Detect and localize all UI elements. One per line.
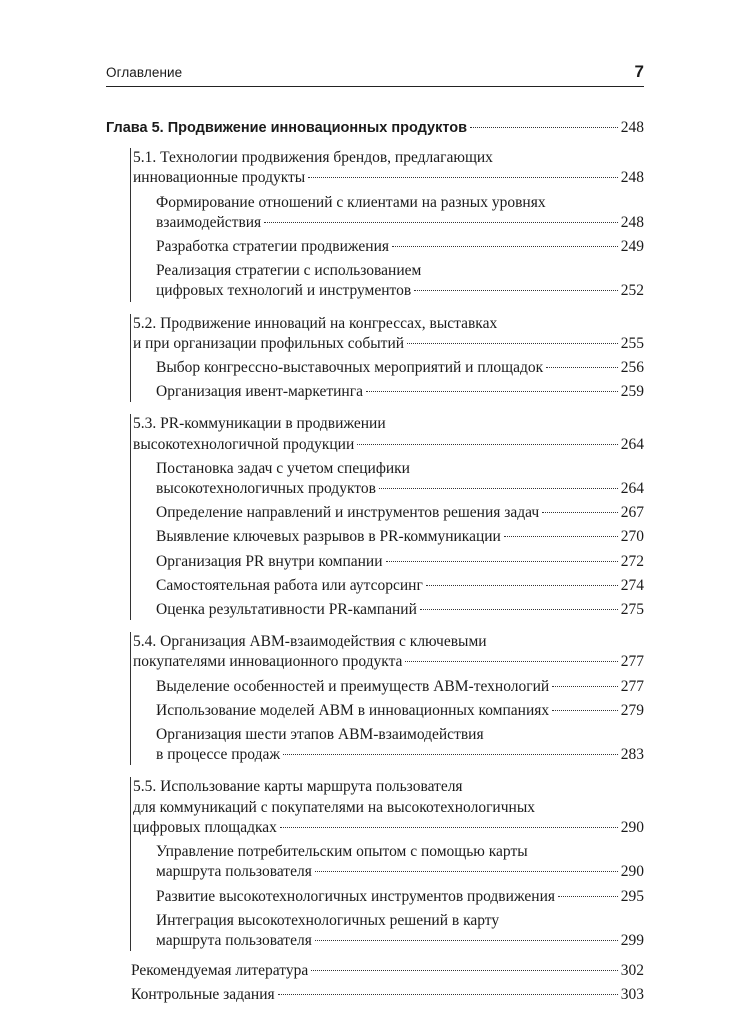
toc-subsection-entry-text-line: Интеграция высокотехнологичных решений в карту	[156, 911, 500, 929]
toc-subsection-entry[interactable]	[131, 503, 644, 523]
dot-leader	[546, 367, 618, 368]
running-head-title: Оглавление	[106, 65, 183, 80]
dot-leader	[357, 444, 618, 445]
toc-subsection-entry[interactable]	[131, 677, 644, 697]
toc-subsection-entry-text-line: Определение направлений и инструментов решения задач	[156, 504, 540, 522]
dot-leader	[542, 512, 618, 513]
toc-section-entry-page: 264	[620, 435, 644, 453]
toc-subsection-entry-text-line: Разработка стратегии продвижения	[156, 238, 390, 256]
toc-subsection-entry-page: 264	[620, 480, 644, 498]
dot-leader	[504, 536, 618, 537]
toc-section-entry-page: 277	[620, 653, 644, 671]
dot-leader	[379, 488, 618, 489]
dot-leader	[407, 343, 618, 344]
toc-subsection-entry-page: 259	[620, 383, 644, 401]
toc-backmatter-entry-page: 302	[620, 962, 644, 980]
toc-section-entry[interactable]	[132, 632, 644, 672]
toc-section-entry-page: 290	[620, 818, 644, 836]
toc-sections	[106, 148, 644, 951]
toc-backmatter-entry-page: 303	[620, 986, 644, 1004]
toc-subsection-entry-text-line: в процессе продаж	[156, 746, 281, 764]
toc-subsection-entry-text-line: Оценка результативности PR-кампаний	[156, 601, 417, 619]
dot-leader	[386, 561, 618, 562]
toc-subsection-entry[interactable]	[131, 459, 644, 499]
dot-leader	[552, 710, 618, 711]
toc-section-entry-text-line: 5.2. Продвижение инноваций на конгрессах, выставках	[133, 314, 498, 332]
chapter-title: Глава 5. Продвижение инновационных продуктов	[106, 120, 468, 136]
toc-section-entry-text-line: для коммуникаций с покупателями на высокотехнологичных	[133, 798, 535, 816]
toc-section-block	[130, 148, 644, 301]
toc-section-entry[interactable]	[132, 148, 644, 188]
toc-subsection-entry[interactable]	[131, 887, 644, 907]
toc-subsection-entry[interactable]	[131, 382, 644, 402]
dot-leader	[311, 970, 618, 971]
toc-subsection-entry[interactable]	[131, 358, 644, 378]
toc-subsection-entry-text-line: Организация ивент-маркетинга	[156, 383, 363, 401]
toc-backmatter-entry[interactable]	[130, 961, 644, 981]
toc-subsection-entry[interactable]	[131, 725, 644, 765]
toc-subsection-entry-page: 295	[620, 887, 644, 905]
dot-leader	[315, 940, 618, 941]
toc-section-block	[130, 777, 644, 951]
toc-section-entry-text-line: покупателями инновационного продукта	[133, 653, 403, 671]
toc-subsection-entry[interactable]	[131, 527, 644, 547]
dot-leader	[283, 754, 618, 755]
toc-section-entry-text-line: цифровых площадках	[133, 818, 277, 836]
toc-section-entry-page: 255	[620, 334, 644, 352]
toc-subsection-entry-text-line: Выявление ключевых разрывов в PR-коммуникации	[156, 528, 501, 546]
toc-subsection-entry-text-line: Организация PR внутри компании	[156, 552, 383, 570]
toc-subsection-entry-text-line: взаимодействия	[156, 213, 262, 231]
toc-subsection-entry[interactable]	[131, 237, 644, 257]
toc-section-entry-text-line: 5.1. Технологии продвижения брендов, предлагающих	[133, 149, 493, 167]
toc-section-entry-text-line: 5.4. Организация ABM-взаимодействия с ключевыми	[133, 633, 487, 651]
toc-subsection-entry-text-line: Организация шести этапов ABM-взаимодействия	[156, 726, 484, 744]
toc-subsection-entry[interactable]	[131, 576, 644, 596]
toc-subsection-entry-page: 290	[620, 863, 644, 881]
toc-backmatter-entry-text-line: Контрольные задания	[131, 986, 275, 1004]
dot-leader	[420, 609, 618, 610]
page-number: 7	[634, 62, 644, 81]
dot-leader	[366, 391, 618, 392]
toc-subsection-entry-page: 299	[620, 931, 644, 949]
toc-section-block	[130, 314, 644, 403]
toc-section-entry-text-line: и при организации профильных событий	[133, 334, 405, 352]
dot-leader	[426, 585, 618, 586]
toc-subsection-entry-page: 267	[620, 504, 644, 522]
toc-subsection-entry-text-line: Выбор конгрессно-выставочных мероприятий и площадок	[156, 359, 544, 377]
toc-subsection-entry[interactable]	[131, 911, 644, 951]
toc-subsection-entry-text-line: Управление потребительским опытом с помощью карты	[156, 843, 528, 861]
toc-subsection-entry-text-line: Реализация стратегии с использованием	[156, 262, 422, 280]
toc-subsection-entry-page: 248	[620, 213, 644, 231]
toc-subsection-entry[interactable]	[131, 600, 644, 620]
toc-subsection-entry-page: 277	[620, 677, 644, 695]
toc-subsection-entry-page: 279	[620, 701, 644, 719]
toc-subsection-entry-page: 252	[620, 282, 644, 300]
toc-subsection-entry[interactable]	[131, 552, 644, 572]
toc-subsection-entry-text-line: Развитие высокотехнологичных инструментов продвижения	[156, 887, 555, 905]
dot-leader	[264, 222, 618, 223]
toc-back-matter	[130, 961, 644, 1005]
toc-section-entry-text-line: 5.5. Использование карты маршрута пользователя	[133, 778, 463, 796]
dot-leader	[405, 661, 617, 662]
toc-subsection-entry-text-line: Выделение особенностей и преимуществ ABM-технологий	[156, 677, 550, 695]
dot-leader	[558, 896, 618, 897]
toc-subsection-entry-text-line: Постановка задач с учетом специфики	[156, 459, 410, 477]
toc-section-entry-text-line: инновационные продукты	[133, 169, 306, 187]
toc-subsection-entry-text-line: маршрута пользователя	[156, 863, 312, 881]
toc-subsection-entry-text-line: Формирование отношений с клиентами на разных уровнях	[156, 193, 546, 211]
toc-section-entry-text-line: высокотехнологичной продукции	[133, 435, 355, 453]
dot-leader	[470, 127, 618, 128]
toc-section-entry-page: 248	[620, 169, 644, 187]
table-of-contents	[106, 118, 644, 1010]
toc-chapter-entry[interactable]	[106, 118, 644, 138]
toc-section-entry[interactable]	[132, 777, 644, 838]
toc-subsection-entry-text-line: цифровых технологий и инструментов	[156, 282, 412, 300]
toc-subsection-entry-text-line: маршрута пользователя	[156, 931, 312, 949]
toc-backmatter-entry-text-line: Рекомендуемая литература	[131, 962, 309, 980]
toc-subsection-entry-page: 249	[620, 238, 644, 256]
running-head	[106, 62, 644, 87]
chapter-page: 248	[620, 119, 644, 136]
toc-section-block	[130, 632, 644, 765]
dot-leader	[315, 871, 618, 872]
toc-subsection-entry-text-line: Самостоятельная работа или аутсорсинг	[156, 576, 423, 594]
toc-section-entry[interactable]	[132, 314, 644, 354]
toc-subsection-entry-page: 272	[620, 552, 644, 570]
toc-backmatter-entry[interactable]	[130, 985, 644, 1005]
dot-leader	[414, 290, 618, 291]
dot-leader	[308, 177, 618, 178]
toc-subsection-entry-page: 283	[620, 746, 644, 764]
toc-subsection-entry-page: 274	[620, 576, 644, 594]
toc-subsection-entry-page: 270	[620, 528, 644, 546]
dot-leader	[392, 246, 618, 247]
toc-subsection-entry[interactable]	[131, 842, 644, 882]
toc-subsection-entry-page: 256	[620, 359, 644, 377]
toc-subsection-entry-page: 275	[620, 601, 644, 619]
toc-subsection-entry-text-line: высокотехнологичных продуктов	[156, 480, 376, 498]
toc-subsection-entry-text-line: Использование моделей ABM в инновационных компаниях	[156, 701, 550, 719]
toc-section-block	[130, 414, 644, 620]
toc-subsection-entry[interactable]	[131, 193, 644, 233]
dot-leader	[280, 827, 618, 828]
toc-section-entry[interactable]	[132, 414, 644, 454]
dot-leader	[278, 994, 618, 995]
toc-subsection-entry[interactable]	[131, 261, 644, 301]
toc-subsection-entry[interactable]	[131, 701, 644, 721]
toc-section-entry-text-line: 5.3. PR-коммуникации в продвижении	[133, 415, 386, 433]
dot-leader	[552, 686, 618, 687]
